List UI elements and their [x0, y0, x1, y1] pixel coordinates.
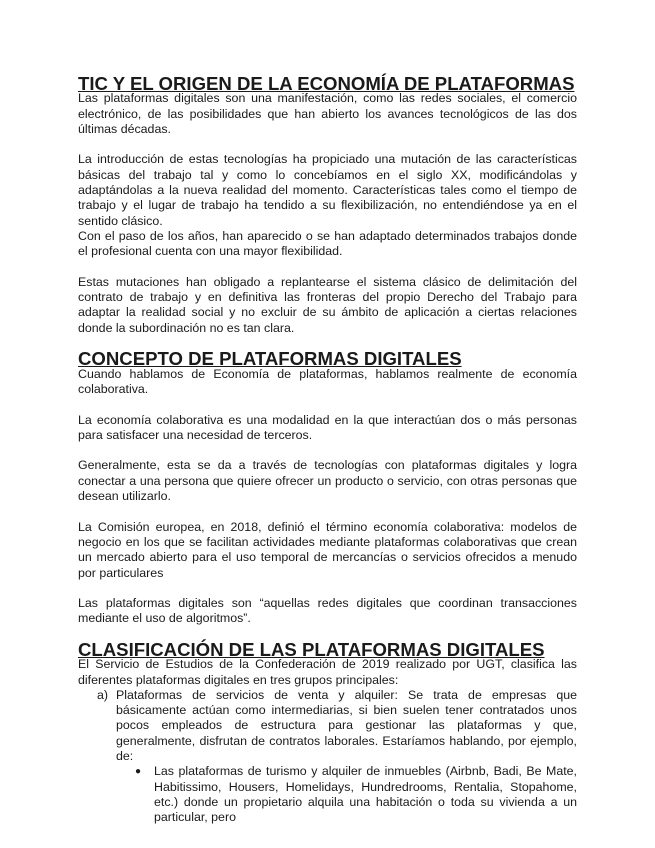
- classification-list: [78, 688, 577, 826]
- paragraph-gap: [78, 581, 577, 596]
- paragraph-gap: [78, 443, 577, 458]
- list-marker: a): [97, 687, 109, 702]
- paragraph: Estas mutaciones han obligado a replantearse el sistema clásico de delimitación del contrato de trabajo y en definitiva las fronteras del propio Derecho del Trabajo para adaptar la realidad social y no excluir de su ámbito de aplicación a ciertas relaciones donde la subordinación no es tan clara.: [78, 274, 577, 335]
- bullet-icon: ●: [135, 766, 142, 778]
- paragraph-gap: [78, 504, 577, 519]
- bullet-item: [116, 764, 577, 825]
- paragraph: El Servicio de Estudios de la Confederación de 2019 realizado por UGT, clasifica las diferentes plataformas digitales en tres grupos principales:: [78, 657, 577, 687]
- paragraph: La Comisión europea, en 2018, definió el término economía colaborativa: modelos de negocio en los que se facilitan actividades mediante plataformas colaborativas que crean un mercado abierto para el uso temporal de mercancías o servicios ofrecidos a menudo por particulares: [78, 519, 577, 580]
- list-item-text: Plataformas de servicios de venta y alquiler: Se trata de empresas que básicamente actúan como intermediarias, si bien suelen tener contratados unos pocos empleados de estructura para gestionar las plataformas y que, generalmente, disfrutan de contratos laborales. Estaríamos hablando, por ejemplo, de:: [116, 687, 577, 764]
- paragraph: La economía colaborativa es una modalidad en la que interactúan dos o más personas para satisfacer una necesidad de terceros.: [78, 412, 577, 442]
- bullet-item-text: Las plataformas de turismo y alquiler de inmuebles (Airbnb, Badi, Be Mate, Habitissimo, Housers, Homelidays, Hundredrooms, Rentalia, Stopahome, etc.) donde un propietario alquila una habitación o toda su vivienda a un particular, pero: [154, 764, 577, 825]
- paragraph: Cuando hablamos de Economía de plataformas, hablamos realmente de economía colaborativa.: [78, 366, 577, 396]
- document-page: [78, 73, 577, 826]
- paragraph: Con el paso de los años, han aparecido o se han adaptado determinados trabajos donde el profesional cuenta con una mayor flexibilidad.: [78, 228, 577, 259]
- paragraph: La introducción de estas tecnologías ha propiciado una mutación de las características básicas del trabajo tal y como lo concebíamos en el siglo XX, modificándolas y adaptándolas a la nueva realidad del momento. Características tales como el tiempo de trabajo y el lugar de trabajo ha tendido a su flexibilización, no entendiéndose ya en el sentido clásico.: [78, 152, 577, 228]
- section-title-tic: TIC Y EL ORIGEN DE LA ECONOMÍA DE PLATAFORMAS: [78, 73, 575, 94]
- list-item: [78, 688, 577, 826]
- section-title-clasificacion: CLASIFICACIÓN DE LAS PLATAFORMAS DIGITALES: [78, 638, 545, 660]
- paragraph: Las plataformas digitales son una manifestación, como las redes sociales, el comercio electrónico, de las posibilidades que han abierto los avances tecnológicos de las dos últimas décadas.: [78, 91, 577, 136]
- paragraph-gap: [78, 397, 577, 412]
- section-title-concepto: CONCEPTO DE PLATAFORMAS DIGITALES: [78, 348, 462, 370]
- paragraph-gap: [78, 137, 577, 152]
- paragraph-gap: [78, 260, 577, 275]
- paragraph: Las plataformas digitales son “aquellas redes digitales que coordinan transacciones mediante el uso de algoritmos”.: [78, 596, 577, 626]
- paragraph: Generalmente, esta se da a través de tecnologías con plataformas digitales y logra conectar a una persona que quiere ofrecer un producto o servicio, con otras personas que desean utilizarlo.: [78, 458, 577, 504]
- bullet-list: [116, 764, 577, 825]
